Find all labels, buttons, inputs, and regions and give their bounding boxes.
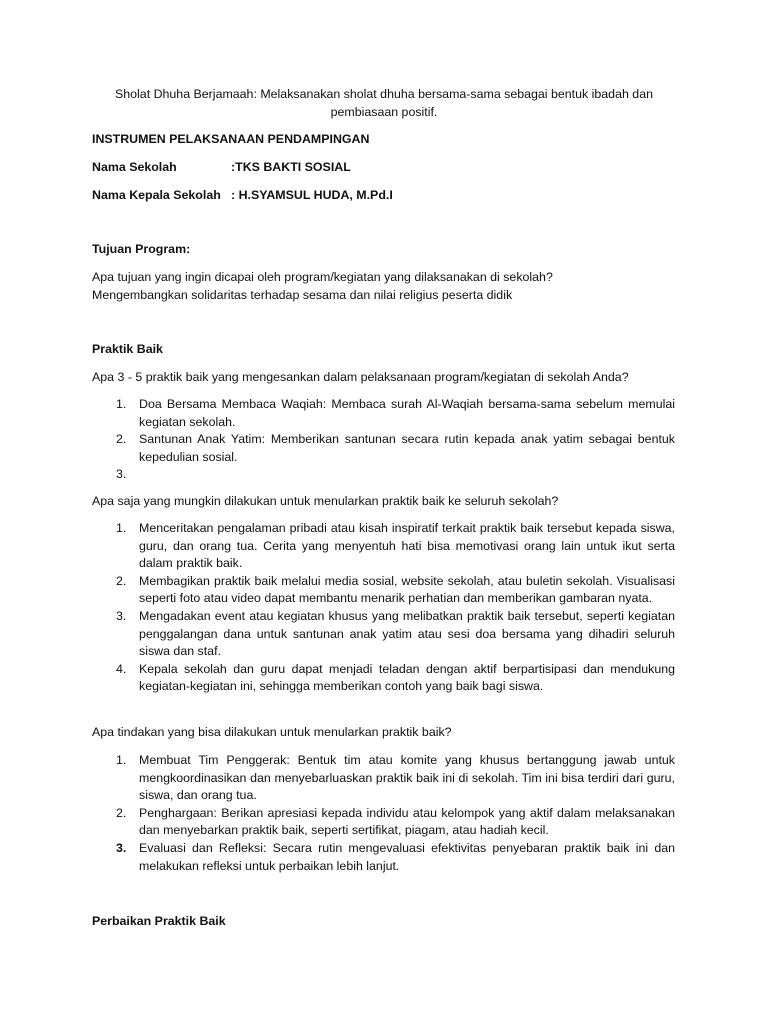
list-item [92,431,675,466]
list-item-number: 2. [116,573,127,588]
list-item-number: 2. [116,432,127,447]
list-item [92,661,675,696]
document-title: INSTRUMEN PELAKSANAAN PENDAMPINGAN [92,132,370,146]
list-item-text: Kepala sekolah dan guru dapat menjadi teladan dengan aktif berpartisipasi dan mendukung kegiatan-kegiatan ini, sehingga memberikan contoh yang baik bagi siswa. [139,661,675,694]
list-item-text: Evaluasi dan Refleksi: Secara rutin mengevaluasi efektivitas penyebaran praktik baik ini dan melakukan refleksi untuk perbaikan lebih lanjut. [139,840,675,873]
list-item [92,840,675,875]
list-item-number: 1. [116,397,127,411]
spread-list [92,520,675,696]
goal-question: Apa tujuan yang ingin dicapai oleh program/kegiatan yang dilaksanakan di sekolah? [92,270,553,284]
practice-question: Apa 3 - 5 praktik baik yang mengesankan dalam pelaksanaan program/kegiatan di sekolah Anda? [92,370,629,384]
list-item-text: Penghargaan: Berikan apresiasi kepada individu atau kelompok yang aktif dalam melaksanakan dan menyebarkan praktik baik, seperti sertifikat, piagam, atau hadiah kecil. [139,805,675,838]
goal-heading: Tujuan Program: [92,242,191,256]
actions-list [92,752,675,875]
list-item [92,396,675,431]
goal-answer: Mengembangkan solidaritas terhadap sesama dan nilai religius peserta didik [92,288,513,302]
list-item [92,573,675,608]
list-item-text: Membagikan praktik baik melalui media sosial, website sekolah, atau buletin sekolah. Visualisasi seperti foto atau video dapat membantu menarik perhatian dan memberikan gambaran nyata. [139,573,675,606]
list-item [92,805,675,840]
list-item-text: Mengadakan event atau kegiatan khusus yang melibatkan praktik baik tersebut, seperti kegiatan penggalangan dana untuk santunan anak yatim atau sesi doa bersama yang dihadiri seluruh siswa dan staf. [139,608,675,659]
list-item-number: 1. [116,753,127,767]
list-item-text: Doa Bersama Membaca Waqiah: Membaca surah Al-Waqiah bersama-sama sebelum memulai kegiatan sekolah. [139,397,675,429]
list-item-text: Menceritakan pengalaman pribadi atau kisah inspiratif terkait praktik baik tersebut kepada siswa, guru, dan orang tua. Cerita yang menyentuh hati bisa memotivasi orang lain untuk ikut serta dalam praktik baik. [139,521,675,571]
improvement-heading: Perbaikan Praktik Baik [92,914,226,928]
practice-heading: Praktik Baik [92,342,163,356]
intro-paragraph: Sholat Dhuha Berjamaah: Melaksanakan sholat dhuha bersama-sama sebagai bentuk ibadah dan pembiasaan positif. [115,87,653,119]
principal-name-value: : H.SYAMSUL HUDA, M.Pd.I [231,188,393,202]
list-item-number: 4. [116,661,127,676]
list-item [92,608,675,661]
list-item-number: 1. [116,521,127,535]
principal-name-label: Nama Kepala Sekolah [92,188,221,202]
actions-question: Apa tindakan yang bisa dilakukan untuk menularkan praktik baik? [92,725,452,739]
school-name-value: :TKS BAKTI SOSIAL [231,160,351,174]
list-item-number: 3. [116,608,127,623]
list-item [92,466,675,484]
school-name-label: Nama Sekolah [92,160,177,174]
list-item-text: Membuat Tim Penggerak: Bentuk tim atau komite yang khusus bertanggung jawab untuk mengkoordinasikan dan menyebarluaskan praktik baik ini di sekolah. Tim ini bisa terdiri dari guru, siswa, dan orang tua. [139,753,675,803]
practice-list [92,396,675,484]
list-item-number: 2. [116,805,127,820]
spread-question: Apa saja yang mungkin dilakukan untuk menularkan praktik baik ke seluruh sekolah? [92,494,559,508]
list-item-text: Santunan Anak Yatim: Memberikan santunan secara rutin kepada anak yatim sebagai bentuk kepedulian sosial. [139,432,675,464]
list-item [92,520,675,573]
list-item-number: 3. [116,467,127,482]
list-item [92,752,675,805]
list-item-number: 3. [116,840,127,855]
